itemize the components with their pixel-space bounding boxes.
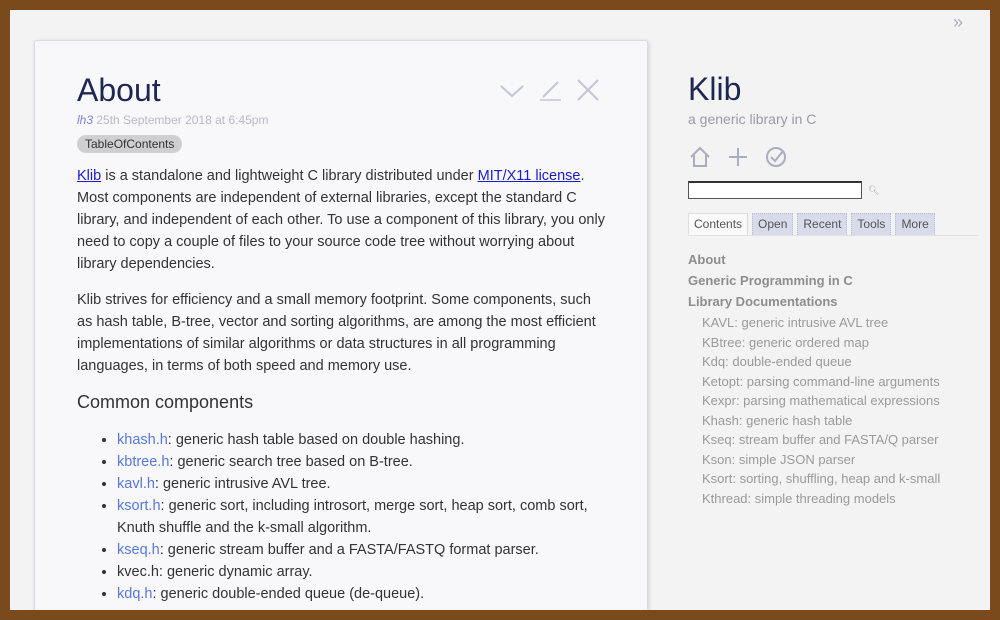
site-subtitle: a generic library in C [688, 111, 817, 127]
component-link[interactable]: kdq.h [117, 586, 153, 602]
modifier-link[interactable]: lh3 [77, 113, 94, 127]
klib-link[interactable]: Klib [77, 168, 102, 184]
toc-item-library-documentations[interactable]: Library Documentations [688, 294, 838, 309]
tag-pill[interactable]: TableOfContents [77, 135, 182, 153]
sidebar [688, 70, 978, 510]
search-input[interactable] [688, 181, 862, 199]
component-link[interactable]: ksort.h [117, 498, 161, 514]
toc-item-about[interactable]: About [688, 252, 726, 267]
toc-subitem[interactable]: Ksort: sorting, shuffling, heap and k-small [702, 471, 941, 486]
tiddler-body [77, 165, 605, 605]
toc-subitem[interactable]: Kexpr: parsing mathematical expressions [702, 393, 940, 408]
component-link[interactable]: kavl.h [117, 476, 155, 492]
tiddler-title: About [77, 72, 161, 108]
new-tiddler-plus-icon[interactable] [726, 145, 750, 169]
toc-subitem[interactable]: Kdq: double-ended queue [702, 354, 852, 369]
tag-list [77, 135, 605, 153]
list-item: • kvec.h: generic dynamic array. [117, 561, 605, 583]
search-icon[interactable]: 🔍︎ [868, 184, 880, 195]
site-title: Klib [688, 71, 742, 107]
intro-paragraph: Klib is a standalone and lightweight C library distributed under MIT/X11 license. Most components are independent of external libraries, except the standard C library, and independent of each other. To use a component of this library, you only need to copy a couple of files to your source code tree without worrying about library dependencies. [77, 168, 605, 272]
tab-recent[interactable]: Recent [797, 213, 847, 235]
list-item: • kavl.h: generic intrusive AVL tree. [117, 473, 605, 495]
toc-subitem[interactable]: Kthread: simple threading models [702, 490, 896, 506]
more-actions-chevron-icon[interactable] [499, 77, 525, 103]
toc-subitem[interactable]: KAVL: generic intrusive AVL tree [702, 315, 889, 330]
tiddler-card [34, 40, 648, 610]
close-icon[interactable] [575, 77, 601, 103]
fullscreen-toggle-icon[interactable]: » [952, 12, 960, 32]
modified-date: 25th September 2018 at 6:45pm [96, 113, 269, 127]
toc-subitem[interactable]: Kseq: stream buffer and FASTA/Q parser [702, 432, 939, 447]
edit-pencil-icon[interactable] [537, 77, 563, 103]
components-list [77, 429, 605, 605]
save-check-icon[interactable] [764, 145, 788, 169]
list-item: • kbtree.h: generic search tree based on B-tree. [117, 451, 605, 473]
tiddler-subtitle [77, 113, 605, 127]
page-controls [688, 145, 978, 169]
efficiency-paragraph: Klib strives for efficiency and a small memory footprint. Some components, such as hash table, B-tree, vector and sorting algorithms, are among the most efficient implementations of similar algorithms or data structures in all programming languages, in terms of both speed and memory use. [77, 292, 596, 374]
tab-more[interactable]: More [895, 213, 934, 235]
toc-subitem[interactable]: Kson: simple JSON parser [702, 451, 856, 467]
toc-subitem[interactable]: KBtree: generic ordered map [702, 334, 869, 350]
component-link[interactable]: khash.h [117, 432, 168, 448]
tab-contents[interactable]: Contents [688, 213, 748, 235]
home-icon[interactable] [688, 145, 712, 169]
list-item: • kdq.h: generic double-ended queue (de-queue). [117, 583, 605, 605]
toc-item-generic-programming[interactable]: Generic Programming in C [688, 273, 853, 288]
toc-subitem[interactable]: Ketopt: parsing command-line arguments [702, 373, 940, 389]
tab-tools[interactable]: Tools [851, 213, 891, 235]
component-link[interactable]: kbtree.h [117, 454, 170, 470]
app-frame [10, 10, 990, 610]
license-link[interactable]: MIT/X11 license [477, 168, 581, 184]
tab-open[interactable]: Open [752, 213, 793, 235]
table-of-contents [688, 252, 978, 506]
toc-subitem[interactable]: Khash: generic hash table [702, 412, 853, 428]
sidebar-tabs [688, 213, 978, 236]
list-item: • khash.h: generic hash table based on double hashing. [117, 429, 605, 451]
component-link[interactable]: kseq.h [117, 542, 160, 558]
list-item: • kseq.h: generic stream buffer and a FASTA/FASTQ format parser. [117, 539, 605, 561]
search-row [688, 181, 978, 199]
tiddler-toolbar [499, 77, 601, 103]
list-item: • ksort.h: generic sort, including introsort, merge sort, heap sort, comb sort, Knuth shuffle and the k-small algorithm. [117, 495, 605, 539]
components-heading: Common components [77, 392, 254, 412]
